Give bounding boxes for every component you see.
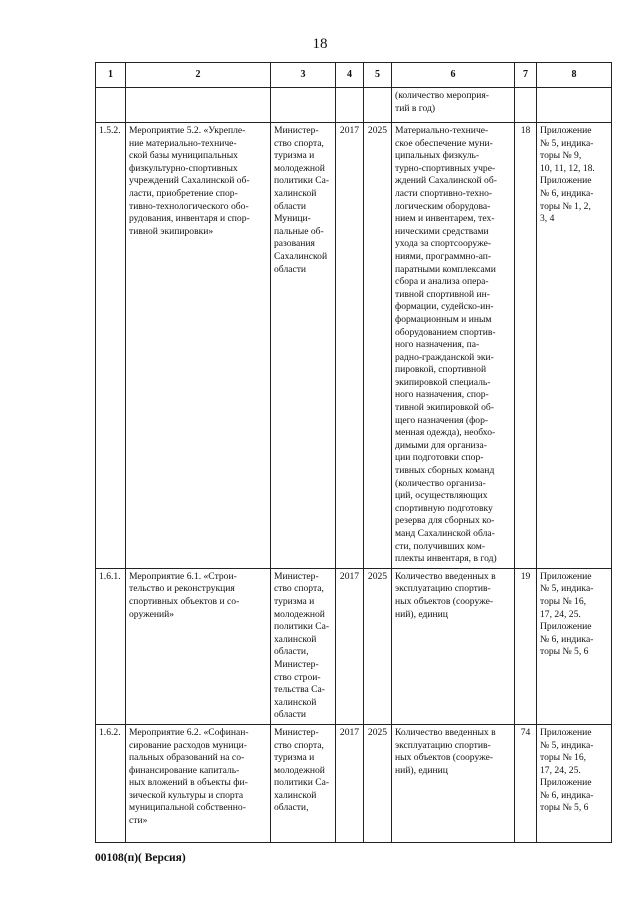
row-number: 1.6.2.: [96, 724, 126, 842]
start-year: 2017: [336, 123, 364, 569]
executor: Министер- ство спорта, туризма и молодежной политики Са- халинской области,: [271, 724, 336, 842]
start-year: 2017: [336, 724, 364, 842]
end-year: 2025: [364, 724, 392, 842]
appendix-reference: Приложение № 5, индика- торы № 16, 17, 24, 25. Приложение № 6, индика- торы № 5, 6: [537, 568, 612, 724]
column-header: 7: [515, 63, 537, 88]
column-header: 5: [364, 63, 392, 88]
row-number: 1.5.2.: [96, 123, 126, 569]
table-row: [96, 568, 612, 724]
executor: Министер- ство спорта, туризма и молодежной политики Са- халинской области Муници- пальные об- разования Сахалинской области: [271, 123, 336, 569]
column-header: 3: [271, 63, 336, 88]
start-year: 2017: [336, 568, 364, 724]
indicator-description: Количество введенных в эксплуатацию спортив- ных объектов (сооруже- ний), единиц: [392, 568, 515, 724]
event-name: Мероприятие 6.2. «Софинан- сирование расходов муници- пальных образований на со- финансирование капиталь- ных вложений в объекты фи- зической культуры и спорта муниципальной собственно- сти»: [126, 724, 271, 842]
indicator-value: 18: [515, 123, 537, 569]
executor: Министер- ство спорта, туризма и молодежной политики Са- халинской области, Министер- ство строи- тельства Са- халинской области: [271, 568, 336, 724]
table-header-row: [96, 63, 612, 88]
end-year: 2025: [364, 123, 392, 569]
document-version-code: 00108(п)( Версия): [95, 852, 186, 864]
indicator-value: [515, 88, 537, 123]
column-header: 2: [126, 63, 271, 88]
table-row: [96, 123, 612, 569]
appendix-reference: Приложение № 5, индика- торы № 9, 10, 11, 12, 18. Приложение № 6, индика- торы № 1, 2, 3, 4: [537, 123, 612, 569]
page-number: 18: [312, 36, 328, 52]
indicator-description: Количество введенных в эксплуатацию спортив- ных объектов (сооруже- ний), единиц: [392, 724, 515, 842]
indicator-description: (количество мероприя- тий в год): [392, 88, 515, 123]
event-name: [126, 88, 271, 123]
column-header: 4: [336, 63, 364, 88]
table-row: [96, 88, 612, 123]
indicator-value: 74: [515, 724, 537, 842]
indicator-value: 19: [515, 568, 537, 724]
executor: [271, 88, 336, 123]
end-year: [364, 88, 392, 123]
column-header: 8: [537, 63, 612, 88]
row-number: 1.6.1.: [96, 568, 126, 724]
table-row: [96, 724, 612, 842]
event-name: Мероприятие 5.2. «Укрепле- ние материально-техниче- ской базы муниципальных физкультурно-спортивных учреждений Сахалинской об- ласти, приобретение спор- тивно-технологического обо- рудования, инвентаря и спор- тивной экипировки»: [126, 123, 271, 569]
start-year: [336, 88, 364, 123]
appendix-reference: Приложение № 5, индика- торы № 16, 17, 24, 25. Приложение № 6, индика- торы № 5, 6: [537, 724, 612, 842]
event-name: Мероприятие 6.1. «Строи- тельство и реконструкция спортивных объектов и со- оружений»: [126, 568, 271, 724]
end-year: 2025: [364, 568, 392, 724]
row-number: [96, 88, 126, 123]
indicator-description: Материально-техниче- ское обеспечение муни- ципальных физкуль- турно-спортивных учре- ждений Сахалинской об- ласти спортивно-техно- логическим оборудова- нием и инвентарем, тех- ническими средствами ухода за спортсооруже- ниями, программно-ап- паратными комплексами сбора и анализа опера- тивной спортивной ин- формации, судейско-ин- формационным и иным оборудованием спортив- ного назначения, па- радно-гражданской эки- пировкой, спортивной экипировкой специаль- ного назначения, спор- тивной экипировкой об- щего назначения (фор- менная одежда), необхо- димыми для организа- ции подготовки спор- тивных сборных команд (количество организа- ций, осуществляющих спортивную подготовку резерва для сборных ко- манд Сахалинской обла- сти, получивших ком- плекты инвентаря, в год): [392, 123, 515, 569]
appendix-reference: [537, 88, 612, 123]
column-header: 1: [96, 63, 126, 88]
program-events-table: [95, 62, 612, 843]
column-header: 6: [392, 63, 515, 88]
